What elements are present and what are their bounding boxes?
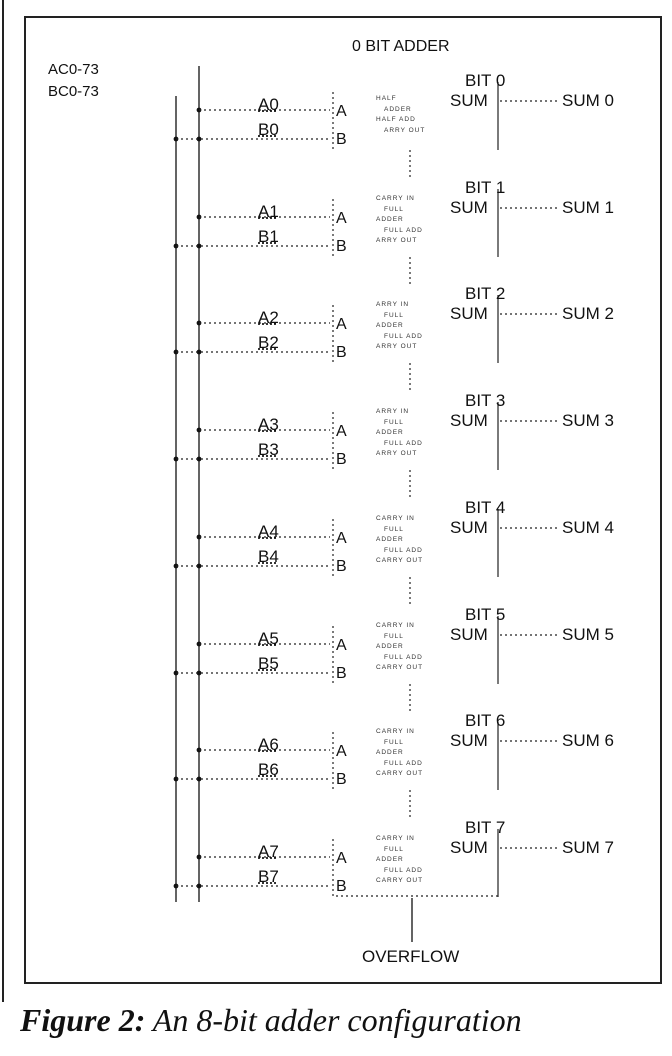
stage-2-b-input-label: B2 bbox=[258, 333, 279, 352]
stage-4-bit-label: BIT 4 bbox=[465, 498, 506, 517]
stage-0-a-input-label: A0 bbox=[258, 95, 279, 114]
stage-5-b-input-label: B5 bbox=[258, 654, 279, 673]
stage-4-block-text-4: CARRY OUT bbox=[376, 557, 424, 564]
stage-7-a-input-label: A7 bbox=[258, 842, 279, 861]
stage-1-b-input-label: B1 bbox=[258, 227, 279, 246]
bus-label-a: AC0-73 bbox=[48, 61, 99, 78]
stage-7-bit-label: BIT 7 bbox=[465, 818, 506, 837]
stage-5-sum-port: SUM bbox=[450, 625, 488, 644]
stage-6-port-b: B bbox=[336, 771, 347, 788]
stage-0-port-a: A bbox=[336, 103, 347, 120]
stage-6-b-input-label: B6 bbox=[258, 760, 279, 779]
stage-6-sum-output: SUM 6 bbox=[562, 731, 614, 750]
stage-0-block-text-0: HALF bbox=[376, 95, 397, 102]
caption-figure-number: Figure 2: bbox=[20, 1002, 146, 1038]
stage-2-port-b: B bbox=[336, 344, 347, 361]
stage-3-sum-output: SUM 3 bbox=[562, 411, 614, 430]
stage-3-bit-label: BIT 3 bbox=[465, 391, 506, 410]
stage-1-port-b: B bbox=[336, 238, 347, 255]
stage-1-port-a: A bbox=[336, 210, 347, 227]
stage-0-sum-output: SUM 0 bbox=[562, 91, 614, 110]
stage-2-bit-label: BIT 2 bbox=[465, 284, 506, 303]
stage-3-sum-port: SUM bbox=[450, 411, 488, 430]
stage-7-sum-output: SUM 7 bbox=[562, 838, 614, 857]
stage-7-block-text-1: FULL bbox=[384, 845, 404, 853]
stage-2-block-text-4: ARRY OUT bbox=[376, 343, 418, 350]
stage-6-block-text-3: FULL ADD bbox=[384, 759, 423, 767]
stage-7-b-input-label: B7 bbox=[258, 867, 279, 886]
stage-1-bit-label: BIT 1 bbox=[465, 178, 506, 197]
stage-3-port-a: A bbox=[336, 423, 347, 440]
stage-0-bit-label: BIT 0 bbox=[465, 71, 506, 90]
stage-3-block-text-3: FULL ADD bbox=[384, 439, 423, 447]
stage-1-block-text-1: FULL bbox=[384, 205, 404, 213]
stage-4-port-b: B bbox=[336, 558, 347, 575]
stage-6-bit-label: BIT 6 bbox=[465, 711, 506, 730]
stage-1-block-text-2: ADDER bbox=[376, 216, 404, 223]
stage-2-sum-output: SUM 2 bbox=[562, 304, 614, 323]
stage-3-block-text-2: ADDER bbox=[376, 429, 404, 436]
stage-5-block-text-0: CARRY IN bbox=[376, 622, 415, 629]
stage-4-sum-output: SUM 4 bbox=[562, 518, 614, 537]
stage-5-block-text-3: FULL ADD bbox=[384, 653, 423, 661]
diagram-title: 0 BIT ADDER bbox=[352, 38, 450, 55]
stage-1-block-text-0: CARRY IN bbox=[376, 195, 415, 202]
stage-5-port-b: B bbox=[336, 665, 347, 682]
bus-label-b: BC0-73 bbox=[48, 83, 99, 100]
stage-5-sum-output: SUM 5 bbox=[562, 625, 614, 644]
stage-7-block-text-3: FULL ADD bbox=[384, 866, 423, 874]
stage-2-a-input-label: A2 bbox=[258, 308, 279, 327]
stage-4-a-input-label: A4 bbox=[258, 522, 279, 541]
stage-2-sum-port: SUM bbox=[450, 304, 488, 323]
stage-2-block-text-3: FULL ADD bbox=[384, 332, 423, 340]
stage-3-block-text-0: ARRY IN bbox=[376, 408, 410, 415]
stage-4-block-text-0: CARRY IN bbox=[376, 515, 415, 522]
caption-text: An 8-bit adder configuration bbox=[145, 1002, 522, 1038]
stage-4-port-a: A bbox=[336, 530, 347, 547]
stage-6-a-input-label: A6 bbox=[258, 735, 279, 754]
stage-5-block-text-2: ADDER bbox=[376, 643, 404, 650]
stage-0-b-input-label: B0 bbox=[258, 120, 279, 139]
stage-6-port-a: A bbox=[336, 743, 347, 760]
stage-2-block-text-1: FULL bbox=[384, 311, 404, 319]
stage-3-block-text-4: ARRY OUT bbox=[376, 450, 418, 457]
stage-6-block-text-2: ADDER bbox=[376, 749, 404, 756]
stage-1-block-text-4: ARRY OUT bbox=[376, 237, 418, 244]
stage-0-port-b: B bbox=[336, 131, 347, 148]
stage-3-b-input-label: B3 bbox=[258, 440, 279, 459]
stage-1-block-text-3: FULL ADD bbox=[384, 226, 423, 234]
stage-5-block-text-1: FULL bbox=[384, 632, 404, 640]
stage-6-block-text-4: CARRY OUT bbox=[376, 770, 424, 777]
stage-7-sum-port: SUM bbox=[450, 838, 488, 857]
stage-7-port-b: B bbox=[336, 878, 347, 895]
stage-3-port-b: B bbox=[336, 451, 347, 468]
figure-caption bbox=[20, 1004, 522, 1036]
stage-7-block-text-4: CARRY OUT bbox=[376, 877, 424, 884]
stage-5-block-text-4: CARRY OUT bbox=[376, 664, 424, 671]
overflow-label: OVERFLOW bbox=[362, 947, 460, 966]
stage-6-block-text-1: FULL bbox=[384, 738, 404, 746]
stage-2-block-text-0: ARRY IN bbox=[376, 301, 410, 308]
stage-5-a-input-label: A5 bbox=[258, 629, 279, 648]
stage-4-b-input-label: B4 bbox=[258, 547, 279, 566]
stage-6-block-text-0: CARRY IN bbox=[376, 728, 415, 735]
stage-0-block-text-1: ADDER bbox=[384, 105, 412, 113]
stage-0-block-text-2: HALF ADD bbox=[376, 116, 416, 123]
stage-4-block-text-2: ADDER bbox=[376, 536, 404, 543]
stage-6-sum-port: SUM bbox=[450, 731, 488, 750]
stage-4-block-text-1: FULL bbox=[384, 525, 404, 533]
stage-1-a-input-label: A1 bbox=[258, 202, 279, 221]
stage-2-port-a: A bbox=[336, 316, 347, 333]
stage-2-block-text-2: ADDER bbox=[376, 322, 404, 329]
stage-7-block-text-0: CARRY IN bbox=[376, 835, 415, 842]
stage-4-sum-port: SUM bbox=[450, 518, 488, 537]
stage-1-sum-output: SUM 1 bbox=[562, 198, 614, 217]
stage-1-sum-port: SUM bbox=[450, 198, 488, 217]
stage-5-bit-label: BIT 5 bbox=[465, 605, 506, 624]
stage-0-block-text-3: ARRY OUT bbox=[384, 126, 426, 134]
stage-0-sum-port: SUM bbox=[450, 91, 488, 110]
stage-3-a-input-label: A3 bbox=[258, 415, 279, 434]
stage-4-block-text-3: FULL ADD bbox=[384, 546, 423, 554]
stage-5-port-a: A bbox=[336, 637, 347, 654]
stage-3-block-text-1: FULL bbox=[384, 418, 404, 426]
stage-7-block-text-2: ADDER bbox=[376, 856, 404, 863]
stage-7-port-a: A bbox=[336, 850, 347, 867]
